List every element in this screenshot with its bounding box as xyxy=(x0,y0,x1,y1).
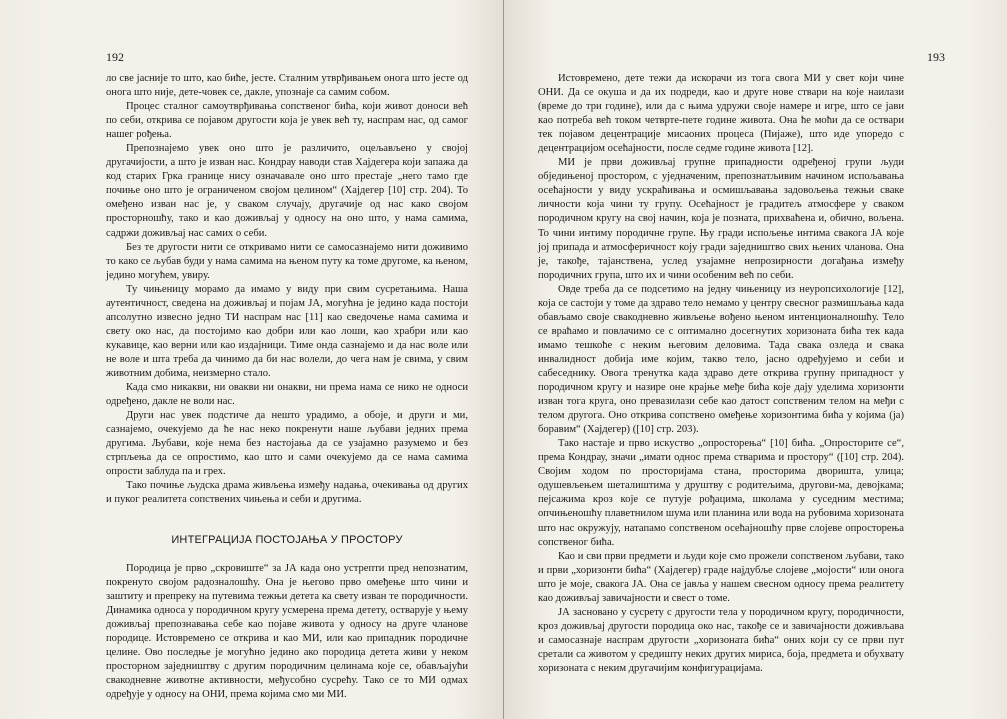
paragraph: Без те другости нити се откривамо нити се самосазнајемо нити доживимо то како се љубав буди у нама самима на њеном путу ка томе другоме, ка њеном, једино могућем, увиру. xyxy=(106,241,468,281)
paragraph: Када смо никакви, ни овакви ни онакви, ни према нама се нико не односи одређено, дакле не воли нас. xyxy=(106,382,468,408)
paragraph: Као и сви први предмети и људи које смо прожели сопственом љубави, тако и први „хоризонти бића“ (Хајдегер) граде најдубље слојеве „мојости“ или онога што је моје, свакога ЈА. Она се јавља у нашем свесном односу према реалитету као доживљај завичајности и свест о томе. xyxy=(538,550,904,604)
paragraph: Овде треба да се подсетимо на једну чињеницу из неуропсихологије [12], која се састоји у томе да здраво тело немамо у центру свесног размишљања када обављамо своје свакодневно живљење вођено њеном интенционалношћу. Тело се враћамо и повлачимо се с оптимално досегнутих хоризоната бића тек када имамо тешкоће с неким његовим деловима. Тада свака озледа и свака инвалидност добија име којим, такво тело, јасно одређујемо и себи и сабеседнику. Овога тренутка када здраво дете открива групну припадност у породичном кругу и назире оне крајње међе бића које дају уделима хоризонти изван тога круга, оно превазилази себе као датост сопственим телом на међи с телом другога. Оно открива сопствено омеђење хоризонтима бића у којима (ја) боравим“ (Хајдегер) ([10] стр. 203). xyxy=(538,283,904,436)
right-page-text xyxy=(538,72,904,676)
paragraph: Препознајемо увек оно што је различито, оцељављено у својој другачијости, а што је изван нас. Кондрау наводи став Хајдегера који запажа да код старих Грка границе нису означавале оно што престаје „него тамо где почиње оно што је ограниченом својом целином“ (Хајдегер [10] стр. 204). То омеђено изван нас је, у сваком случају, другачије од нас како својом просторношћу, тако и као доживљај у односу на оно што, у нама самима, садржи доживљај нас самих о себи. xyxy=(106,143,468,239)
paragraph: ЈА засновано у сусрету с другости тела у породичном кругу, породичности, кроз доживљај другости породица око нас, такође се и завичајности доживљава и самосазнаје наспрам другости „хоризоната бића“ оних који су се први пут сретали са животом у средишту неких других мириса, боја, предмета и обухвату хоризоната с неким другачијим конфигурацијама. xyxy=(538,606,904,674)
paragraph: Ту чињеницу морамо да имамо у виду при свим сусретањима. Наша аутентичност, сведена на доживљај и појам ЈА, могућна је једино када постоји апсолутно извесно једно ТИ наспрам нас [11] као сведочење нама самима и свету око нас, да постојимо као добри или као лоши, као храбри или као кукавице, као верни или као издајници. Тиме онда сазнајемо и да нас воле или не воле и шта треба да чинимо да би нас волели, до чега нам је свима, у свим животним добима, неизмерно стало. xyxy=(106,283,468,379)
left-page-text xyxy=(106,72,468,702)
left-page xyxy=(0,0,503,719)
section-heading: ИНТЕГРАЦИЈА ПОСТОЈАЊА У ПРОСТОРУ xyxy=(171,534,403,547)
paragraph: Тако настаје и прво искуство „опросторења“ [10] бића. „Опросторите се“, према Кондрау, значи „имати однос према стварима и простору“ ([10] стр. 204). Својим ходом по просторијама стана, просторима дворишта, улица; одушевљењем шеталиштима у друштву с родитељима, другови-ма, девојкама; пејсажима кроз које се путује рођацима, школама у суседним местима; опчињеношћу плаветнилом шума или планина или вода на рубовима хоризоната што нас окружују, натапамо сопственом осећајношћу прве слојеве опросторења сопственог бића. xyxy=(538,438,904,548)
paragraph: Други нас увек подстиче да нешто урадимо, а обоје, и други и ми, сазнајемо, очекујемо да ће нас неко покренути наше љубави једних према другима. Љубави, које нема без настојања да се узајамно разумемо и без стрпљења да се опростимо, као што и сами очекујемо да се нама самима опрости заблуда па и грех. xyxy=(106,410,468,478)
paragraph: Породица је прво „скровиште“ за ЈА када оно устрепти пред непознатим, покренуто својом радозналошћу. Она је његово прво омеђење што чини и заштиту и препреку на путевима тежњи детета ка свету изван те породичности. Динамика односа у породичном кругу усмерена према детету, остварује у њему доживљај препознавања себе као појаве живота у односу на друге чланове породице. Истовремено се открива и као МИ, или као припадник породичне целине. Ово последње је могућно једино ако породица детета живи у неком просторном заједништву с другим породичним целинама које се, обављајући свакодневне животне активности, међусобно сусрећу. Тако се то МИ одмах одређује у односу на ОНИ, према којима смо ми МИ. xyxy=(106,562,468,700)
paragraph: ло све јасније то што, као биће, јесте. Сталним утврђивањем онога што јесте од онога што није, дете-човек се, дакле, упознаје са самим собом. xyxy=(106,73,468,99)
paragraph: Истовремено, дете тежи да искорачи из тога свога МИ у свет који чине ОНИ. Да се окуша и да их подреди, као и друге нове ствари на које наилази (време до три године), или да с њима удружи своје намере и игре, што се јави као потреба већ током четврте-пете године живота. Она ће моћи да се оствари тек појавом децентрације мисаоних процеса (Пијаже), што иде упоредо с децентрацијом осећајности, после седме године живота [12]. xyxy=(538,73,904,155)
paragraph: МИ је први доживљај групне припадности одређеној групи људи обједињеној простором, с уједначеним, препознатљивим начином испољавања осећајности у виду ускраћивања и осмишљавања задовољења тежњи сваке личности која чини ту групу. Осећајност је градитељ атмосфере у сваком породичном кругу на свој начин, која је позната, прихваћена и, обично, вољена. То чини интиму породичне групе. Њу гради испољење интима свакога ЈА које јој припада и атмосферичност коју гради заједништво свих њених чланова. Она је, такође, тајанствена, услед узајамне непрозирности догађања између породичних група, што их и чини особеним већ по себи. xyxy=(538,157,904,281)
right-page xyxy=(504,0,1007,719)
page-number-left: 192 xyxy=(106,50,124,64)
paragraph: Тако почиње људска драма живљења између надања, очекивања од других и пуког реалитета сопствених чињења и себи и другима. xyxy=(106,480,468,506)
page-number-right: 193 xyxy=(927,50,945,64)
paragraph: Процес сталног самоутврђивања сопственог бића, који живот доноси већ по себи, открива се појавом другости која је увек већ ту, наспрам нас, од самог нашег рођења. xyxy=(106,101,468,141)
